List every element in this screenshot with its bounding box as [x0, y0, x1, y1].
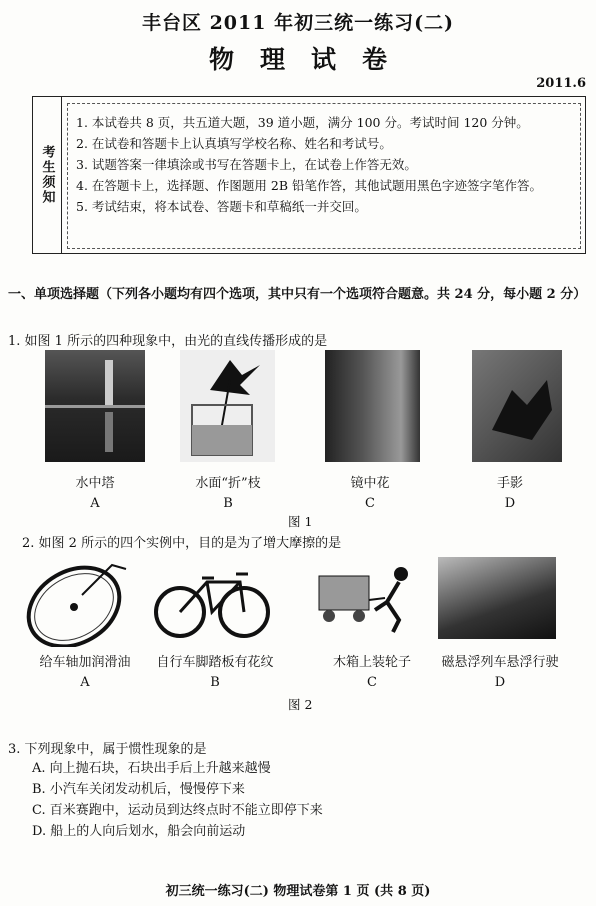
tower-reflection-icon [45, 350, 145, 462]
exam-subtitle: 物理试卷 [208, 45, 413, 74]
q3-stem: 3. 下列现象中，属于惯性现象的是 [8, 742, 207, 757]
q3-option-b: B. 小汽车关闭发动机后，慢慢停下来 [32, 782, 245, 797]
q1-image-a [45, 350, 145, 462]
q3-option-c: C. 百米赛跑中，运动员到达终点时不能立即停下来 [32, 803, 323, 818]
candidate-notice-box [32, 96, 586, 254]
notice-item: 2. 在试卷和答题卡上认真填写学校名称、姓名和考试号。 [76, 136, 392, 151]
q1-image-c [325, 350, 420, 462]
q3-option-d: D. 船上的人向后划水，船会向前运动 [32, 824, 246, 839]
section-heading: 一、单项选择题（下列各小题均有四个选项，其中只有一个选项符合题意。共 24 分，每小题 2 分） [8, 287, 587, 302]
q1-stem: 1. 如图 1 所示的四种现象中，由光的直线传播形成的是 [8, 334, 328, 349]
q1-caption-b: 水面“折”枝 B [195, 476, 261, 511]
q2-caption-b: 自行车脚踏板有花纹 B [156, 655, 274, 690]
notice-item: 3. 试题答案一律填涂或书写在答题卡上，在试卷上作答无效。 [76, 157, 417, 172]
q2-caption-d: 磁悬浮列车悬浮行驶 D [441, 655, 559, 690]
q2-image-a [22, 555, 132, 647]
notice-side-label: 考生须知 [33, 97, 62, 253]
q2-caption-c: 木箱上装轮子 C [332, 655, 411, 690]
figure-2-label: 图 2 [288, 697, 313, 712]
q2-caption-a: 给车轴加润滑油 A [39, 655, 131, 690]
q2-stem: 2. 如图 2 所示的四个实例中，目的是为了增大摩擦的是 [22, 536, 342, 551]
exam-date: 2011.6 [536, 76, 586, 91]
figure-1-label: 图 1 [288, 514, 313, 529]
glass-stick-icon [180, 350, 275, 462]
q1-caption-a: 水中塔 A [75, 476, 115, 511]
notice-item: 4. 在答题卡上，选择题、作图题用 2B 铅笔作答，其他试题用黑色字迹签字笔作答。 [76, 178, 542, 193]
exam-title: 丰台区 2011 年初三统一练习(二) [141, 12, 455, 34]
q1-image-d [472, 350, 562, 462]
notice-item: 1. 本试卷共 8 页，共五道大题，39 道小题，满分 100 分。考试时间 120 分钟。 [76, 115, 529, 130]
q3-option-a: A. 向上抛石块，石块出手后上升越来越慢 [32, 761, 271, 776]
q1-caption-d: 手影 D [496, 476, 523, 511]
q2-image-b [152, 560, 272, 640]
q1-caption-c: 镜中花 C [350, 476, 390, 511]
notice-items [67, 103, 581, 249]
q2-image-c [315, 560, 425, 640]
q3-options [32, 758, 323, 842]
notice-item: 5. 考试结束，将本试卷、答题卡和草稿纸一并交回。 [76, 199, 367, 214]
hand-shadow-icon [472, 350, 562, 462]
page-footer: 初三统一练习(二) 物理试卷第 1 页 (共 8 页) [165, 884, 431, 899]
q2-image-d [438, 557, 556, 639]
q1-image-b [180, 350, 275, 462]
